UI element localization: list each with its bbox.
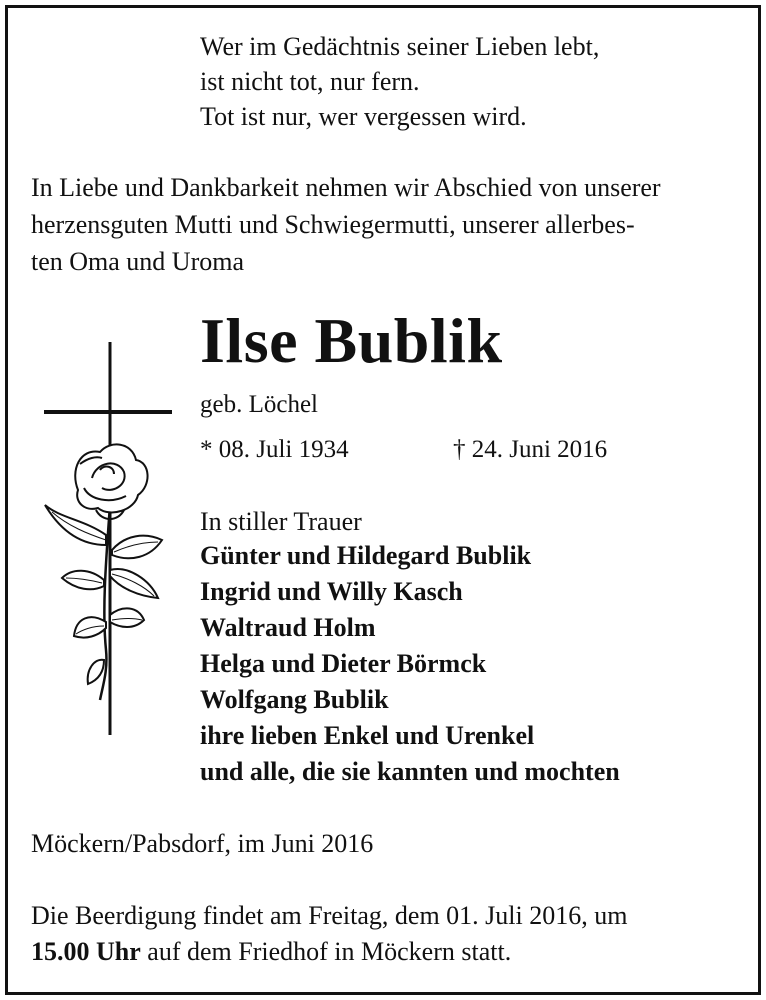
poem-line-3: Tot ist nur, wer vergessen wird. xyxy=(200,102,527,131)
maiden-name: geb. Löchel xyxy=(200,391,319,418)
intro-line-1: In Liebe und Dankbarkeit nehmen wir Abschied von unserer xyxy=(31,173,661,202)
poem-line-2: ist nicht tot, nur fern. xyxy=(200,67,420,96)
place-date: Möckern/Pabsdorf, im Juni 2016 xyxy=(31,829,374,858)
cross-with-rose-icon xyxy=(40,340,175,740)
mourners-intro: In stiller Trauer xyxy=(200,507,362,536)
death-date: † 24. Juni 2016 xyxy=(453,436,608,463)
mourner-3: Waltraud Holm xyxy=(200,613,376,642)
funeral-time: 15.00 Uhr xyxy=(31,937,141,966)
funeral-place: auf dem Friedhof in Möckern statt. xyxy=(140,937,512,966)
mourner-2: Ingrid und Willy Kasch xyxy=(200,577,463,606)
intro-line-3: ten Oma und Uroma xyxy=(31,247,245,276)
mourner-1: Günter und Hildegard Bublik xyxy=(200,541,532,570)
mourner-5: Wolfgang Bublik xyxy=(200,685,389,714)
deceased-name: Ilse Bublik xyxy=(200,305,503,376)
intro-line-2: herzensguten Mutti und Schwiegermutti, unserer allerbes- xyxy=(31,210,635,239)
funeral-line-2 xyxy=(31,939,511,965)
mourner-4: Helga und Dieter Börmck xyxy=(200,649,487,678)
mourner-7: und alle, die sie kannten und mochten xyxy=(200,757,620,786)
mourner-6: ihre lieben Enkel und Urenkel xyxy=(200,721,535,750)
poem-line-1: Wer im Gedächtnis seiner Lieben lebt, xyxy=(200,32,600,61)
birth-date: * 08. Juli 1934 xyxy=(200,436,349,463)
funeral-line-1: Die Beerdigung findet am Freitag, dem 01. Juli 2016, um xyxy=(31,901,628,930)
